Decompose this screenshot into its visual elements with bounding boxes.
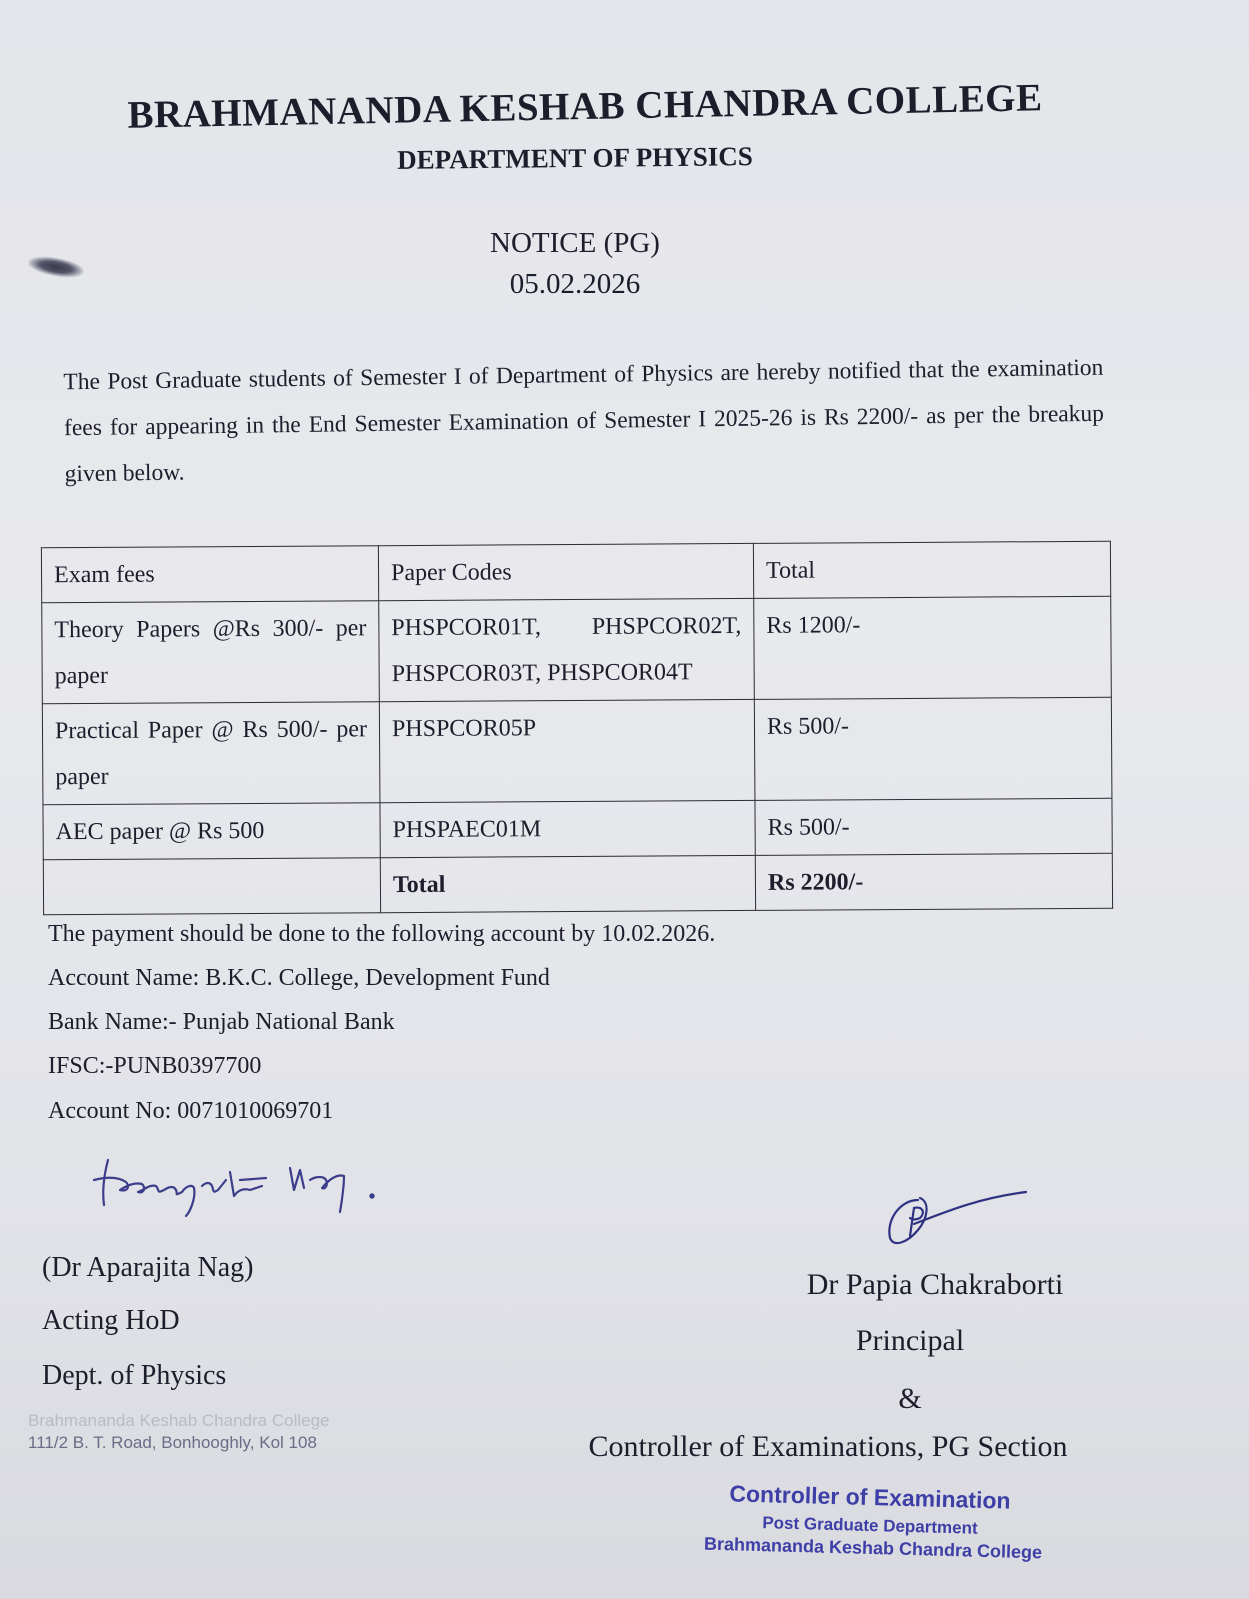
codes-cell: PHSPAEC01M bbox=[380, 800, 755, 857]
grand-total: Rs 2200/- bbox=[755, 853, 1112, 910]
total-cell: Rs 1200/- bbox=[754, 596, 1112, 699]
total-cell: Rs 500/- bbox=[755, 798, 1112, 855]
faint-stamp bbox=[28, 1410, 329, 1454]
college-name: BRAHMANANDA KESHAB CHANDRA COLLEGE bbox=[127, 76, 1043, 137]
stamp-line2: Post Graduate Department bbox=[762, 1513, 978, 1538]
codes-cell: PHSPCOR05P bbox=[379, 699, 755, 802]
total-label: Total bbox=[380, 855, 755, 912]
hod-name: (Dr Aparajita Nag) bbox=[42, 1252, 254, 1283]
notice-date: 05.02.2026 bbox=[509, 268, 641, 300]
notice-title: NOTICE (PG) bbox=[490, 227, 660, 259]
table-total-row bbox=[43, 853, 1112, 915]
account-name: Account Name: B.K.C. College, Development Fund bbox=[48, 965, 550, 991]
table-row bbox=[42, 697, 1112, 805]
ampersand: & bbox=[898, 1382, 922, 1415]
table-row bbox=[43, 798, 1112, 860]
fee-cell: AEC paper @ Rs 500 bbox=[43, 803, 380, 860]
fees-table bbox=[41, 541, 1113, 916]
stamp-line3: Brahmananda Keshab Chandra College bbox=[703, 1533, 1043, 1563]
faint-stamp-line2: 111/2 B. T. Road, Bonhooghly, Kol 108 bbox=[28, 1433, 317, 1452]
empty-cell bbox=[43, 858, 380, 915]
ifsc-code: IFSC:-PUNB0397700 bbox=[48, 1053, 262, 1079]
header-paper-codes: Paper Codes bbox=[378, 543, 753, 600]
fee-cell: Theory Papers @Rs 300/- per paper bbox=[42, 601, 380, 704]
account-number: Account No: 0071010069701 bbox=[48, 1098, 334, 1124]
table-row bbox=[42, 596, 1112, 704]
table-header-row bbox=[41, 541, 1110, 603]
principal-role: Controller of Examinations, PG Section bbox=[588, 1430, 1068, 1463]
stamp-line1: Controller of Examination bbox=[729, 1480, 1011, 1514]
principal-name: Dr Papia Chakraborti bbox=[806, 1268, 1064, 1301]
hod-title: Acting HoD bbox=[42, 1305, 180, 1336]
codes-cell: PHSPCOR01T, PHSPCOR02T, PHSPCOR03T, PHSPCOR04T bbox=[379, 598, 755, 701]
hod-signature bbox=[90, 1150, 400, 1220]
principal-title: Principal bbox=[855, 1324, 965, 1357]
bank-name: Bank Name:- Punjab National Bank bbox=[48, 1009, 395, 1035]
department-name: DEPARTMENT OF PHYSICS bbox=[397, 141, 753, 175]
header-exam-fees: Exam fees bbox=[41, 546, 378, 603]
faint-stamp-line1: Brahmananda Keshab Chandra College bbox=[28, 1411, 330, 1430]
total-cell: Rs 500/- bbox=[754, 697, 1112, 800]
fee-cell: Practical Paper @ Rs 500/- per paper bbox=[42, 702, 380, 805]
header-total: Total bbox=[753, 541, 1110, 598]
payment-intro: The payment should be done to the following account by 10.02.2026. bbox=[48, 921, 716, 947]
principal-signature bbox=[880, 1180, 1040, 1255]
notice-paragraph: The Post Graduate students of Semester I of Department of Physics are hereby notified that the examination fees for appearing in the End Semester Examination of Semester I 2025-26 is Rs 2200/- as per the breakup given below. bbox=[63, 354, 1105, 488]
hod-dept: Dept. of Physics bbox=[42, 1360, 227, 1391]
